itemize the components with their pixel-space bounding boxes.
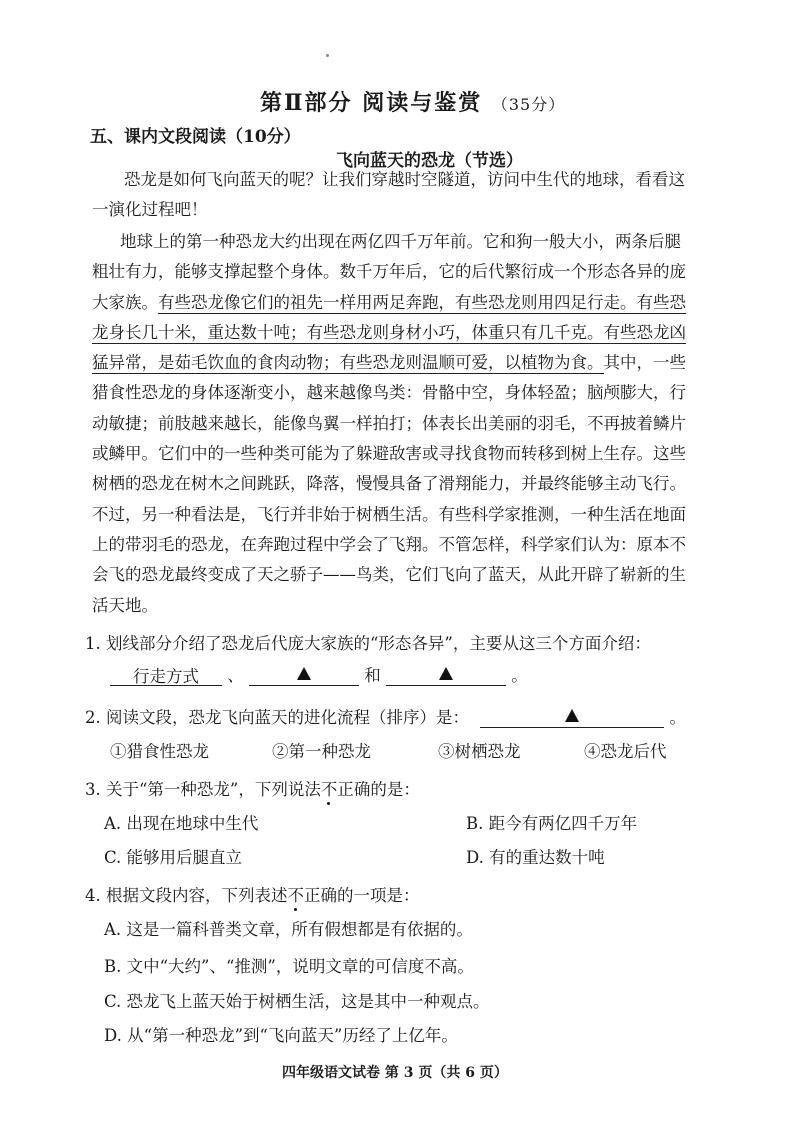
answer-blank-2[interactable] xyxy=(249,663,359,686)
underlined-text: 有些恐龙像它们的祖先一样用两足奔跑，有些恐龙则用四足行走。有些恐 xyxy=(158,292,686,312)
q3-option-c: C. 能够用后腿直立 xyxy=(104,848,243,867)
para1-line: 一演化过程吧！ xyxy=(92,200,208,220)
stem-text: 正确的是： xyxy=(337,780,420,799)
question-1-stem: 1. 划线部分介绍了恐龙后代庞大家族的“形态各异”，主要从这三个方面介绍： xyxy=(85,634,651,653)
para2-line: 会飞的恐龙最终变成了天之骄子——鸟类，它们飞向了蓝天，从此开辟了崭新的生 xyxy=(92,565,686,585)
para2-text: 大家族。 xyxy=(92,292,158,312)
paragraph-intro xyxy=(92,165,685,226)
para2-line: 或鳞甲。它们中的一些种类可能为了躲避敌害或寻找食物而转移到树上生存。这些 xyxy=(92,444,686,464)
triangle-marker-icon xyxy=(439,667,453,680)
triangle-marker-icon xyxy=(297,667,311,680)
part-title xyxy=(260,86,565,117)
q2-option: ③树栖恐龙 xyxy=(438,742,521,761)
triangle-marker-icon xyxy=(565,709,579,722)
para2-line: 地球上的第一种恐龙大约出现在两亿四千万年前。它和狗一般大小，两条后腿 xyxy=(120,232,681,251)
separator: 和 xyxy=(364,666,381,685)
stem-text: 3. 关于“第一种恐龙”，下列说法 xyxy=(85,780,321,799)
q4-option-d: D. 从“第一种恐龙”到“飞向蓝天”历经了上亿年。 xyxy=(104,1026,458,1045)
para2-line xyxy=(92,288,686,318)
para2-line: 上的带羽毛的恐龙，在奔跑过程中学会了飞翔。不管怎样，科学家们认为：原本不 xyxy=(92,534,686,554)
scan-speck xyxy=(326,54,329,57)
stem-text: 不 xyxy=(287,886,304,905)
question-2 xyxy=(85,704,686,728)
part-title-text: 第Ⅱ部分 阅读与鉴赏 xyxy=(260,90,483,116)
sentence-end: 。 xyxy=(511,666,528,685)
q2-option: ④恐龙后代 xyxy=(584,742,667,761)
q2-option: ①猎食性恐龙 xyxy=(110,742,209,761)
underlined-text: 龙身长几十米，重达数十吨；有些恐龙则身材小巧，体重只有几千克。有些恐龙凶 xyxy=(92,322,686,342)
section-title: 五、课内文段阅读（10分） xyxy=(90,127,301,147)
para2-line: 不过，另一种看法是，飞行并非始于树栖生活。有些科学家推测，一种生活在地面 xyxy=(92,504,686,524)
stem-text: 正确的一项是： xyxy=(304,886,420,905)
separator: 、 xyxy=(227,666,244,685)
question-4-stem xyxy=(85,882,420,906)
part-points: （35分） xyxy=(491,95,566,114)
emphasis-dot xyxy=(294,908,297,911)
emphasis-dot xyxy=(327,802,330,805)
stem-text: 不 xyxy=(320,780,338,799)
emphasis-char xyxy=(321,780,338,799)
answer-blank-order[interactable] xyxy=(480,705,664,728)
q3-option-d: D. 有的重达数十吨 xyxy=(466,848,605,867)
para2-line: 动敏捷；前肢越来越长，能像鸟翼一样拍打；体表长出美丽的羽毛，不再披着鳞片 xyxy=(92,413,686,433)
answer-blank-1[interactable]: 行走方式 xyxy=(110,663,222,686)
question-3-stem xyxy=(85,776,420,800)
stem-text: 4. 根据文段内容，下列表述 xyxy=(85,886,288,905)
para2-line: 活天地。 xyxy=(92,595,158,615)
para2-line xyxy=(92,318,686,348)
underlined-text: 猛异常，是茹毛饮血的食肉动物；有些恐龙则温顺可爱，以植物为食。 xyxy=(92,353,604,373)
article-title: 飞向蓝天的恐龙（节选） xyxy=(336,151,523,171)
question-2-stem: 2. 阅读文段，恐龙飞向蓝天的进化流程（排序）是： xyxy=(85,708,469,727)
emphasis-char xyxy=(288,886,305,905)
q3-option-b: B. 距今有两亿四千万年 xyxy=(466,814,638,833)
q4-option-c: C. 恐龙飞上蓝天始于树栖生活，这是其中一种观点。 xyxy=(104,992,490,1011)
para2-line xyxy=(92,348,686,378)
q3-option-a: A. 出现在地球中生代 xyxy=(104,814,259,833)
q4-option-a: A. 这是一篇科普类文章，所有假想都是有依据的。 xyxy=(104,920,473,939)
q4-option-b: B. 文中“大约”、“推测”，说明文章的可信度不高。 xyxy=(104,957,474,976)
para2-line: 粗壮有力，能够支撑起整个身体。数千万年后，它的后代繁衍成一个形态各异的庞 xyxy=(92,262,686,282)
para2-line: 树栖的恐龙在树木之间跳跃，降落，慢慢具备了滑翔能力，并最终能够主动飞行。 xyxy=(92,474,686,494)
sentence-end: 。 xyxy=(669,708,686,727)
question-1-blanks xyxy=(110,662,528,686)
para2-text: 其中，一些 xyxy=(603,353,686,373)
paragraph-main xyxy=(92,227,686,621)
para1-line: 恐龙是如何飞向蓝天的呢？让我们穿越时空隧道，访问中生代的地球，看看这 xyxy=(124,170,685,189)
page-footer: 四年级语文试卷 第 3 页（共 6 页） xyxy=(282,1065,508,1081)
q2-option: ②第一种恐龙 xyxy=(272,742,371,761)
para2-line: 猎食性恐龙的身体逐渐变小，越来越像鸟类：骨骼中空，身体轻盈；脑颅膨大，行 xyxy=(92,383,686,403)
answer-blank-3[interactable] xyxy=(386,663,506,686)
